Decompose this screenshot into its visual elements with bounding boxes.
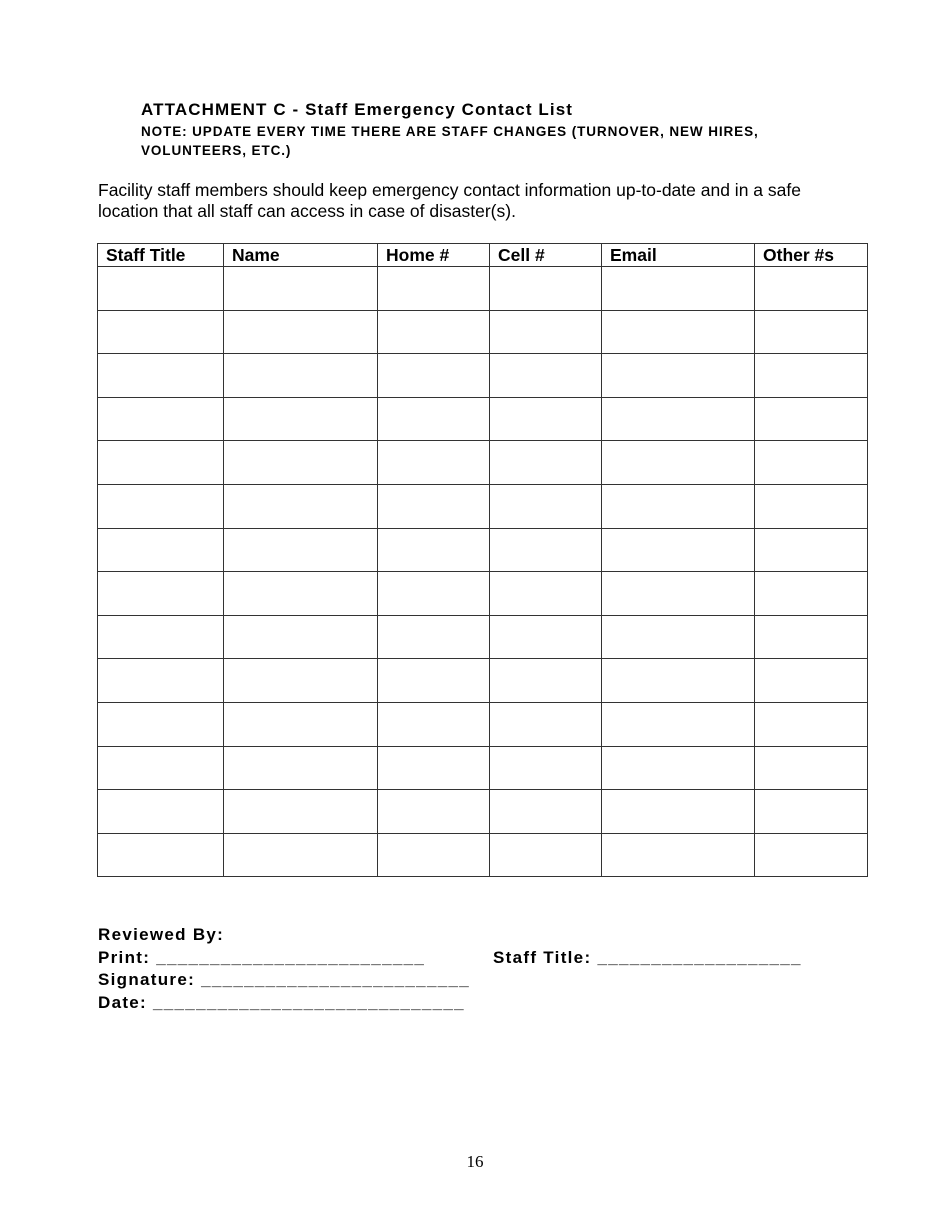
column-header-email: Email bbox=[602, 244, 755, 267]
table-cell[interactable] bbox=[755, 790, 868, 834]
table-row bbox=[98, 484, 868, 528]
table-cell[interactable] bbox=[378, 354, 490, 398]
table-cell[interactable] bbox=[490, 615, 602, 659]
table-cell[interactable] bbox=[98, 702, 224, 746]
print-row bbox=[98, 947, 898, 970]
table-cell[interactable] bbox=[755, 833, 868, 877]
table-cell[interactable] bbox=[98, 615, 224, 659]
signature-field[interactable]: _________________________ bbox=[201, 970, 470, 989]
review-section bbox=[98, 924, 898, 1014]
print-field[interactable]: _________________________ bbox=[156, 947, 426, 967]
table-row bbox=[98, 528, 868, 572]
table-cell[interactable] bbox=[602, 790, 755, 834]
table-cell[interactable] bbox=[602, 484, 755, 528]
table-cell[interactable] bbox=[602, 441, 755, 485]
intro-paragraph: Facility staff members should keep emergency contact information up-to-date and in a safe location that all staff can access in case of disaster(s). bbox=[98, 180, 801, 221]
column-header-cell-number: Cell # bbox=[490, 244, 602, 267]
table-cell[interactable] bbox=[490, 833, 602, 877]
table-cell[interactable] bbox=[755, 484, 868, 528]
table-cell[interactable] bbox=[755, 354, 868, 398]
column-header-name: Name bbox=[224, 244, 378, 267]
table-row bbox=[98, 267, 868, 311]
table-cell[interactable] bbox=[490, 702, 602, 746]
table-cell[interactable] bbox=[755, 702, 868, 746]
table-header-row bbox=[98, 244, 868, 267]
table-cell[interactable] bbox=[602, 310, 755, 354]
column-header-other-numbers: Other #s bbox=[755, 244, 868, 267]
table-cell[interactable] bbox=[490, 528, 602, 572]
date-row bbox=[98, 992, 898, 1015]
table-row bbox=[98, 310, 868, 354]
table-cell[interactable] bbox=[378, 397, 490, 441]
table-cell[interactable] bbox=[602, 746, 755, 790]
table-cell[interactable] bbox=[98, 354, 224, 398]
table-row bbox=[98, 354, 868, 398]
table-cell[interactable] bbox=[98, 572, 224, 616]
date-label: Date: bbox=[98, 992, 148, 1012]
table-cell[interactable] bbox=[755, 615, 868, 659]
table-cell[interactable] bbox=[755, 310, 868, 354]
table-row bbox=[98, 659, 868, 703]
table-row bbox=[98, 790, 868, 834]
column-header-home-number: Home # bbox=[378, 244, 490, 267]
table-cell[interactable] bbox=[224, 267, 378, 311]
update-note: NOTE: UPDATE EVERY TIME THERE ARE STAFF CHANGES (TURNOVER, NEW HIRES, VOLUNTEERS, ETC.) bbox=[141, 124, 759, 158]
emergency-contact-table bbox=[97, 243, 868, 877]
table-row bbox=[98, 441, 868, 485]
table-cell[interactable] bbox=[378, 746, 490, 790]
table-cell[interactable] bbox=[98, 833, 224, 877]
document-header bbox=[141, 100, 861, 160]
table-cell[interactable] bbox=[98, 397, 224, 441]
table-cell[interactable] bbox=[224, 397, 378, 441]
document-title: ATTACHMENT C - Staff Emergency Contact List bbox=[141, 100, 574, 119]
table-cell[interactable] bbox=[224, 615, 378, 659]
table-cell[interactable] bbox=[98, 790, 224, 834]
table-cell[interactable] bbox=[378, 659, 490, 703]
table-cell[interactable] bbox=[98, 267, 224, 311]
print-label: Print: bbox=[98, 947, 151, 967]
table-cell[interactable] bbox=[602, 615, 755, 659]
table-cell[interactable] bbox=[378, 790, 490, 834]
table-row bbox=[98, 746, 868, 790]
staff-title-label: Staff Title: bbox=[493, 947, 592, 967]
table-cell[interactable] bbox=[224, 790, 378, 834]
table-cell[interactable] bbox=[602, 702, 755, 746]
table-cell[interactable] bbox=[755, 267, 868, 311]
table-cell[interactable] bbox=[224, 441, 378, 485]
table-cell[interactable] bbox=[490, 397, 602, 441]
table-cell[interactable] bbox=[490, 572, 602, 616]
staff-title-field[interactable]: ___________________ bbox=[597, 947, 802, 967]
table-cell[interactable] bbox=[98, 484, 224, 528]
table-cell[interactable] bbox=[755, 441, 868, 485]
table-row bbox=[98, 572, 868, 616]
table-cell[interactable] bbox=[490, 267, 602, 311]
table-row bbox=[98, 397, 868, 441]
table-cell[interactable] bbox=[490, 790, 602, 834]
table-cell[interactable] bbox=[224, 572, 378, 616]
table-cell[interactable] bbox=[378, 702, 490, 746]
table-cell[interactable] bbox=[755, 528, 868, 572]
table-cell[interactable] bbox=[378, 484, 490, 528]
table-cell[interactable] bbox=[490, 746, 602, 790]
table-cell[interactable] bbox=[224, 354, 378, 398]
table-cell[interactable] bbox=[378, 615, 490, 659]
column-header-staff-title: Staff Title bbox=[98, 244, 224, 267]
table-cell[interactable] bbox=[378, 572, 490, 616]
table-cell[interactable] bbox=[98, 746, 224, 790]
table-cell[interactable] bbox=[602, 354, 755, 398]
table-cell[interactable] bbox=[755, 659, 868, 703]
table-cell[interactable] bbox=[378, 267, 490, 311]
table-row bbox=[98, 833, 868, 877]
table-cell[interactable] bbox=[378, 528, 490, 572]
table-row bbox=[98, 615, 868, 659]
reviewed-by-heading: Reviewed By: bbox=[98, 925, 225, 944]
table-cell[interactable] bbox=[98, 659, 224, 703]
table-cell[interactable] bbox=[378, 833, 490, 877]
page-number: 16 bbox=[466, 1152, 484, 1171]
table-cell[interactable] bbox=[755, 397, 868, 441]
table-cell[interactable] bbox=[224, 659, 378, 703]
table-cell[interactable] bbox=[755, 746, 868, 790]
table-cell[interactable] bbox=[755, 572, 868, 616]
table-cell[interactable] bbox=[224, 702, 378, 746]
table-cell[interactable] bbox=[98, 441, 224, 485]
table-cell[interactable] bbox=[378, 441, 490, 485]
table-cell[interactable] bbox=[378, 310, 490, 354]
table-cell[interactable] bbox=[602, 833, 755, 877]
table-cell[interactable] bbox=[602, 572, 755, 616]
table-cell[interactable] bbox=[490, 659, 602, 703]
table-cell[interactable] bbox=[602, 659, 755, 703]
table-cell[interactable] bbox=[490, 484, 602, 528]
table-cell[interactable] bbox=[490, 310, 602, 354]
table-cell[interactable] bbox=[602, 528, 755, 572]
table-cell[interactable] bbox=[602, 397, 755, 441]
table-cell[interactable] bbox=[490, 441, 602, 485]
table-cell[interactable] bbox=[224, 484, 378, 528]
signature-row bbox=[98, 969, 898, 992]
table-cell[interactable] bbox=[224, 310, 378, 354]
table-row bbox=[98, 702, 868, 746]
table-cell[interactable] bbox=[224, 833, 378, 877]
table-cell[interactable] bbox=[98, 528, 224, 572]
table-body bbox=[98, 267, 868, 877]
table-cell[interactable] bbox=[490, 354, 602, 398]
table-cell[interactable] bbox=[224, 528, 378, 572]
table-cell[interactable] bbox=[602, 267, 755, 311]
date-field[interactable]: _____________________________ bbox=[153, 992, 465, 1012]
table-cell[interactable] bbox=[98, 310, 224, 354]
signature-label: Signature: bbox=[98, 970, 196, 989]
table-cell[interactable] bbox=[224, 746, 378, 790]
